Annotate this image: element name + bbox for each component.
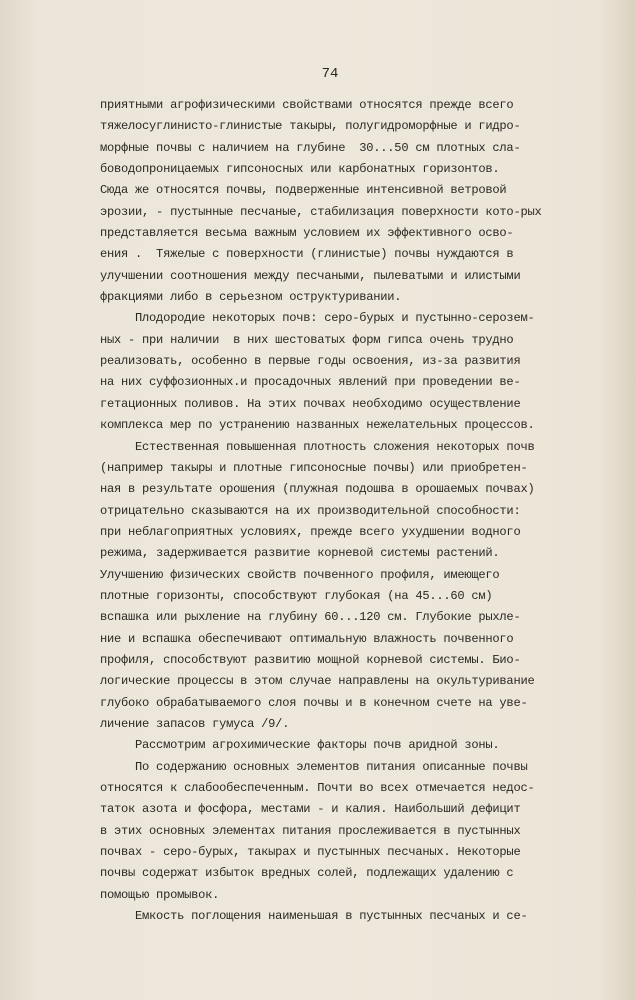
text-line: вспашка или рыхление на глубину 60...120 см. Глубокие рыхле-	[100, 610, 521, 625]
text-line: профиля, способствуют развитию мощной корневой системы. Био-	[100, 652, 521, 667]
text-line: эрозии, - пустынные песчаные, стабилизация поверхности кото-рых	[100, 204, 542, 219]
text-line: Сюда же относятся почвы, подверженные интенсивной ветровой	[100, 183, 507, 198]
text-line: в этих основных элементах питания прослеживается в пустынных	[100, 823, 521, 838]
text-line: улучшении соотношения между песчаными, пылеватыми и илистыми	[100, 268, 521, 283]
text-line: при неблагоприятных условиях, прежде всего ухудшении водного	[100, 524, 521, 539]
text-line: реализовать, особенно в первые годы освоения, из-за развития	[100, 354, 521, 369]
text-line: почвы содержат избыток вредных солей, подлежащих удалению с	[100, 866, 514, 881]
text-line: морфные почвы с наличием на глубине 30...50 см плотных сла-	[100, 140, 521, 155]
text-line: таток азота и фосфора, местами - и калия. Наибольший дефицит	[100, 802, 521, 817]
text-line: ние и вспашка обеспечивают оптимальную влажность почвенного	[100, 631, 514, 646]
text-line: Емкость поглощения наименьшая в пустынных песчаных и се-	[100, 909, 528, 924]
text-line: комплекса мер по устранению названных нежелательных процессов.	[100, 418, 535, 433]
text-line: тяжелосуглинисто-глинистые такыры, полугидроморфные и гидро-	[100, 119, 521, 134]
text-line: представляется весьма важным условием их эффективного осво-	[100, 226, 514, 241]
text-line: боводопроницаемых гипсоносных или карбонатных горизонтов.	[100, 162, 500, 177]
text-line: плотные горизонты, способствуют глубокая (на 45...60 см)	[100, 588, 493, 603]
text-line: Улучшению физических свойств почвенного профиля, имеющего	[100, 567, 500, 582]
text-line: почвах - серо-бурых, такырах и пустынных песчаных. Некоторые	[100, 845, 521, 860]
text-line: глубоко обрабатываемого слоя почвы и в конечном счете на уве-	[100, 695, 528, 710]
text-line: относятся к слабообеспеченным. Почти во всех отмечается недос-	[100, 781, 535, 795]
text-line: гетационных поливов. На этих почвах необходимо осуществление	[100, 396, 521, 411]
page-number: 74	[321, 66, 339, 82]
text-line: ения . Тяжелые с поверхности (глинистые) почвы нуждаются в	[100, 247, 514, 262]
text-line: отрицательно сказываются на их производительной способности:	[100, 503, 521, 518]
text-line: Плодородие некоторых почв: серо-бурых и пустынно-серозем-	[100, 311, 535, 326]
text-line: личение запасов гумуса /9/.	[100, 716, 290, 731]
text-line: приятными агрофизическими свойствами относятся прежде всего	[100, 98, 514, 112]
text-line: (например такыры и плотные гипсоносные почвы) или приобретен-	[100, 460, 528, 475]
text-line: ная в результате орошения (плужная подошва в орошаемых почвах)	[100, 482, 535, 497]
text-line: По содержанию основных элементов питания описанные почвы	[100, 759, 528, 774]
text-line: режима, задерживается развитие корневой системы растений.	[100, 546, 500, 561]
text-line: на них суффозионных.и просадочных явлений при проведении ве-	[100, 375, 521, 390]
text-line: логические процессы в этом случае направлены на окультуривание	[100, 674, 535, 689]
text-line: ных - при наличии в них шестоватых форм гипса очень трудно	[100, 332, 514, 347]
text-line: фракциями либо в серьезном оструктуривании.	[100, 290, 402, 305]
body-text	[100, 95, 590, 927]
text-line: помощью промывок.	[100, 887, 220, 902]
text-line: Естественная повышенная плотность сложения некоторых почв	[100, 439, 535, 454]
text-line: Рассмотрим агрохимические факторы почв аридной зоны.	[100, 738, 500, 753]
